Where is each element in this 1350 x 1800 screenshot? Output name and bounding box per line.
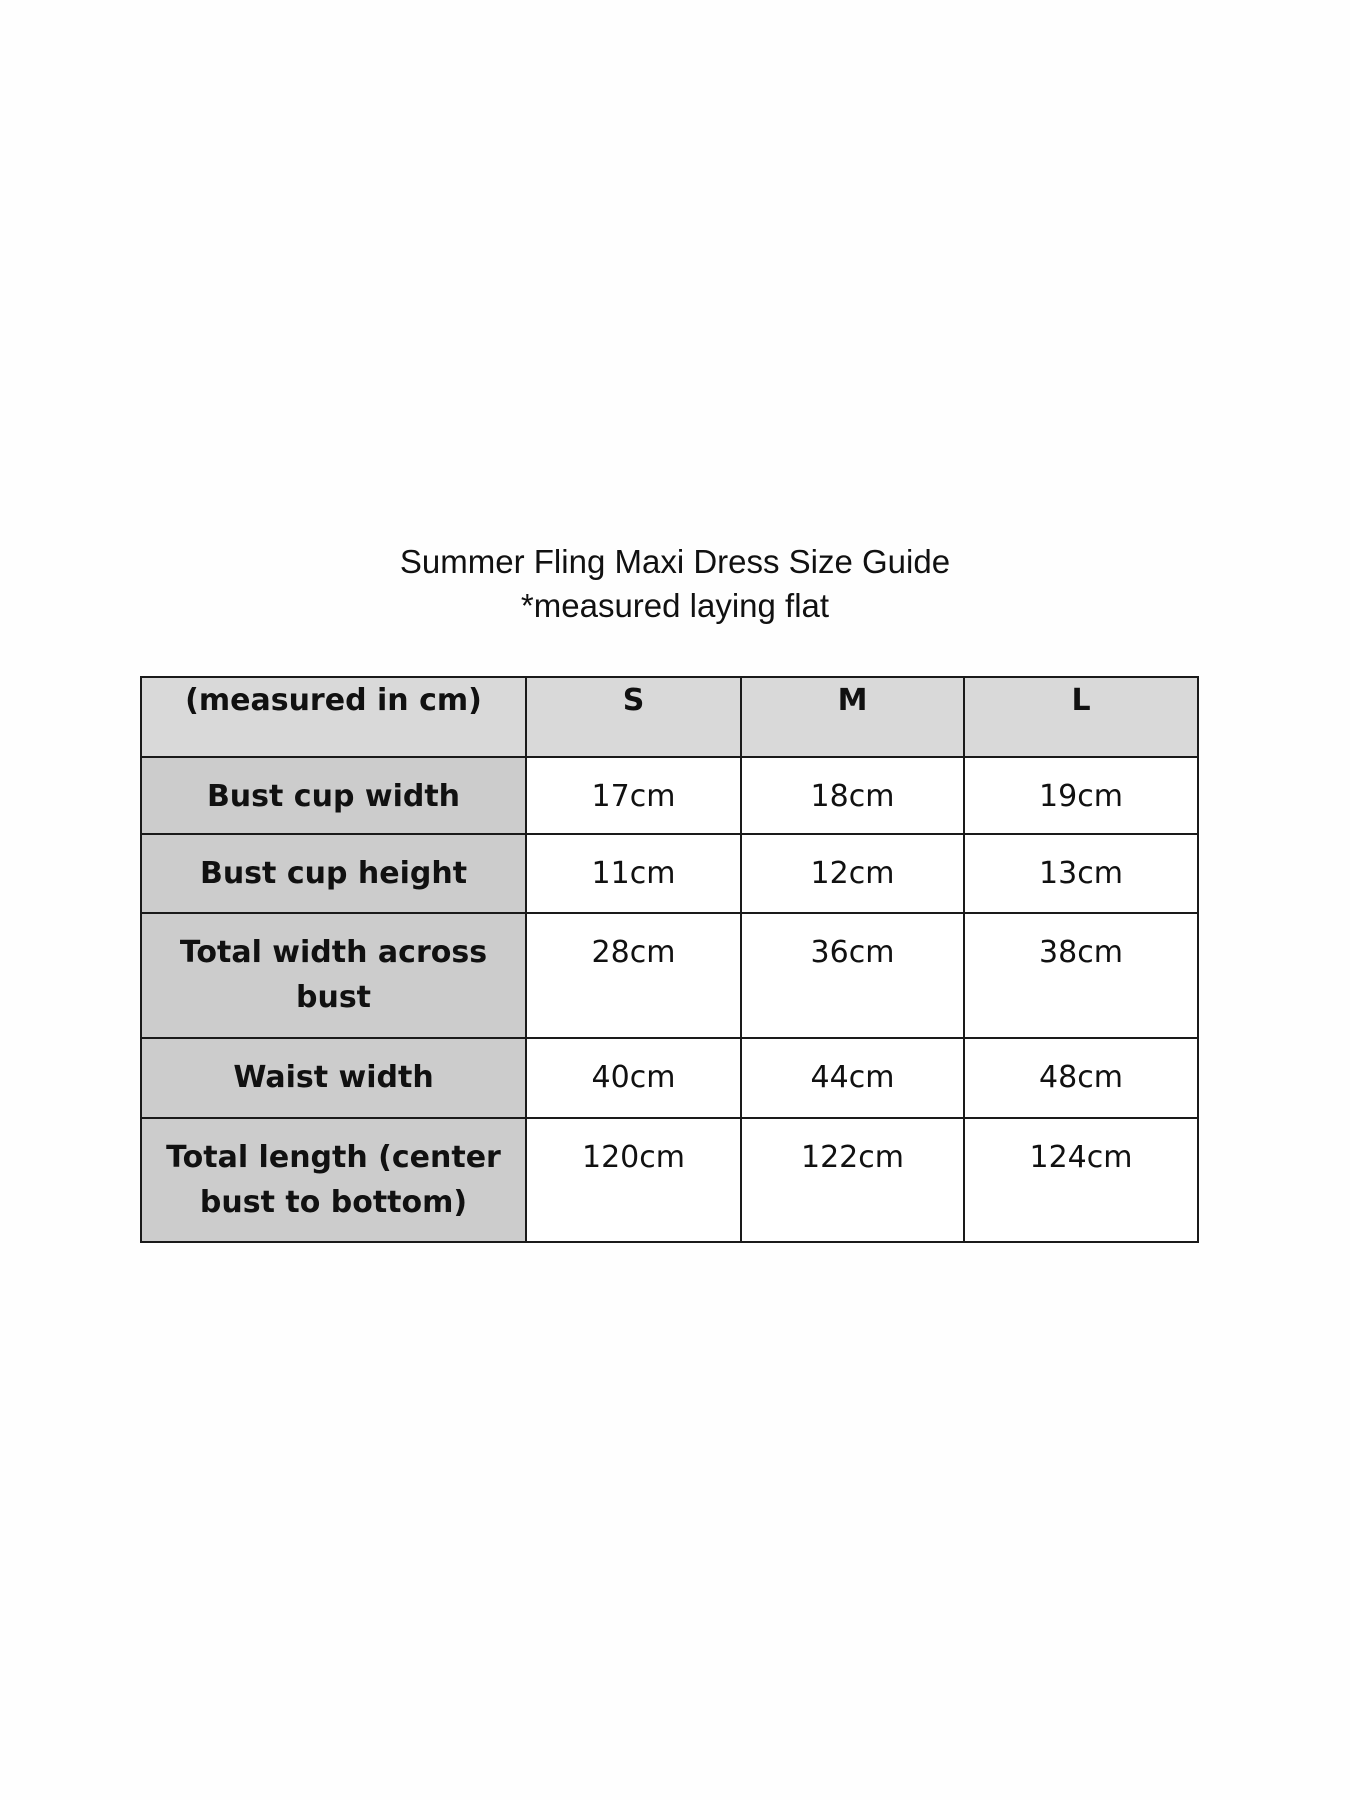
table-row [141, 834, 1198, 913]
row-label-bust-cup-width: Bust cup width [141, 757, 526, 834]
row-label-waist-width: Waist width [141, 1038, 526, 1118]
header-size-l: L [964, 677, 1198, 757]
table-header-row [141, 677, 1198, 757]
cell-value: 48cm [964, 1038, 1198, 1118]
header-size-s: S [526, 677, 741, 757]
cell-value: 13cm [964, 834, 1198, 913]
table-row [141, 1038, 1198, 1118]
size-guide-table [140, 676, 1199, 1243]
cell-value: 12cm [741, 834, 964, 913]
table-row [141, 757, 1198, 834]
cell-value: 44cm [741, 1038, 964, 1118]
cell-value: 19cm [964, 757, 1198, 834]
cell-value: 17cm [526, 757, 741, 834]
cell-value: 40cm [526, 1038, 741, 1118]
cell-value: 18cm [741, 757, 964, 834]
page-title: Summer Fling Maxi Dress Size Guide [399, 543, 951, 580]
row-label-total-width-across-bust: Total width across bust [141, 913, 526, 1038]
cell-value: 120cm [526, 1118, 741, 1242]
header-measurement-unit: (measured in cm) [141, 677, 526, 757]
table-row [141, 1118, 1198, 1242]
cell-value: 122cm [741, 1118, 964, 1242]
table-row [141, 913, 1198, 1038]
cell-value: 11cm [526, 834, 741, 913]
cell-value: 124cm [964, 1118, 1198, 1242]
row-label-bust-cup-height: Bust cup height [141, 834, 526, 913]
cell-value: 38cm [964, 913, 1198, 1038]
cell-value: 36cm [741, 913, 964, 1038]
header-size-m: M [741, 677, 964, 757]
cell-value: 28cm [526, 913, 741, 1038]
row-label-total-length: Total length (center bust to bottom) [141, 1118, 526, 1242]
page-subtitle: *measured laying flat [520, 587, 830, 624]
